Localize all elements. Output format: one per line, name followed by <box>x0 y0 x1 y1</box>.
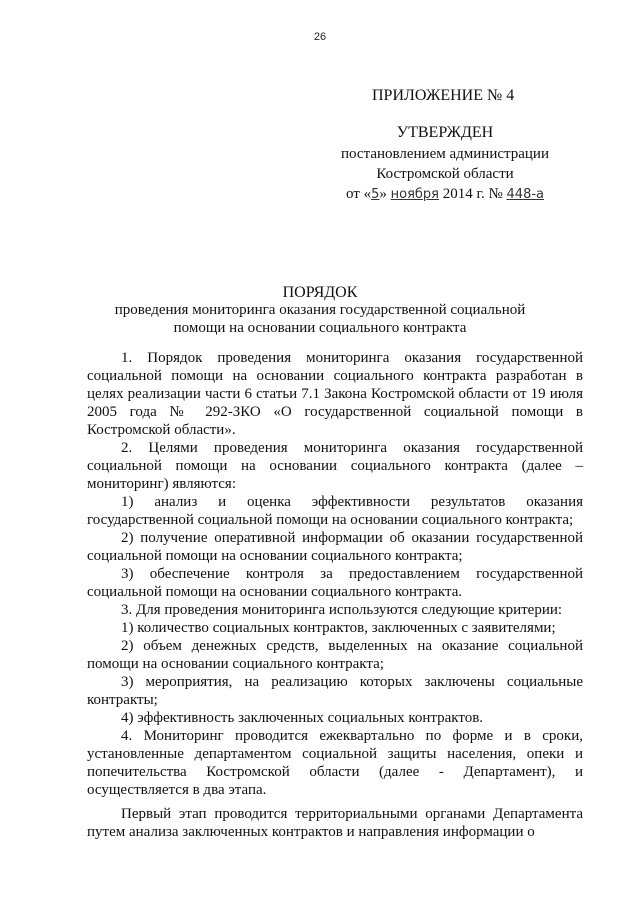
appendix-heading: ПРИЛОЖЕНИЕ № 4 <box>372 87 515 104</box>
paragraph: 1) количество социальных контрактов, заключенных с заявителями; <box>121 620 556 636</box>
page-number: 26 <box>313 31 327 43</box>
date-prefix: от « <box>345 186 372 202</box>
paragraph: 3) обеспечение контроля за предоставлением государственной социальной помощи на основании социального контракта. <box>87 566 583 600</box>
approval-heading: УТВЕРЖДЕН <box>396 124 494 141</box>
document-subtitle <box>0 301 640 337</box>
date-day: 5 <box>371 187 380 202</box>
decree-number: 448-а <box>506 187 545 202</box>
paragraph: Первый этап проводится территориальными органами Департамента путем анализа заключенных контрактов и направления информации о <box>87 806 583 840</box>
approval-date-line <box>310 184 580 205</box>
paragraph: 1) анализ и оценка эффективности результатов оказания государственной социальной помощи на основании социального контракта; <box>87 494 583 528</box>
paragraph: 2) объем денежных средств, выделенных на оказание социальной помощи на основании социального контракта; <box>87 638 583 672</box>
approval-line-1: постановлением администрации <box>341 146 549 162</box>
date-month: ноября <box>390 187 439 202</box>
paragraph: 2. Целями проведения мониторинга оказания государственной социальной помощи на основании социального контракта (далее – мониторинг) являются: <box>87 440 583 492</box>
paragraph: 3) мероприятия, на реализацию которых заключены социальные контракты; <box>87 674 583 708</box>
document-title: ПОРЯДОК <box>282 284 358 301</box>
date-mid: » <box>379 186 387 202</box>
paragraph: 1. Порядок проведения мониторинга оказания государственной социальной помощи на основании социального контракта разработан в целях реализации части 6 статьи 7.1 Закона Костромской области от 19 июля 2005 года № 292-ЗКО «О государственной социальной помощи в Костромской области». <box>87 350 583 438</box>
paragraph: 2) получение оперативной информации об оказании государственной социальной помощи на основании социального контракта; <box>87 530 583 564</box>
paragraph: 4) эффективность заключенных социальных контрактов. <box>121 710 484 726</box>
date-year: 2014 г. № <box>442 186 503 202</box>
approval-block <box>310 123 580 205</box>
paragraph: 4. Мониторинг проводится ежеквартально по форме и в сроки, установленные департаментом социальной защиты населения, опеки и попечительства Костромской области (далее - Департамент), и осуществляется в два этапа. <box>87 728 583 798</box>
subtitle-line-2: помощи на основании социального контракта <box>173 320 467 336</box>
document-body <box>87 349 583 841</box>
approval-line-2: Костромской области <box>376 166 514 182</box>
paragraph: 3. Для проведения мониторинга используются следующие критерии: <box>121 602 563 618</box>
subtitle-line-1: проведения мониторинга оказания государственной социальной <box>114 302 526 318</box>
